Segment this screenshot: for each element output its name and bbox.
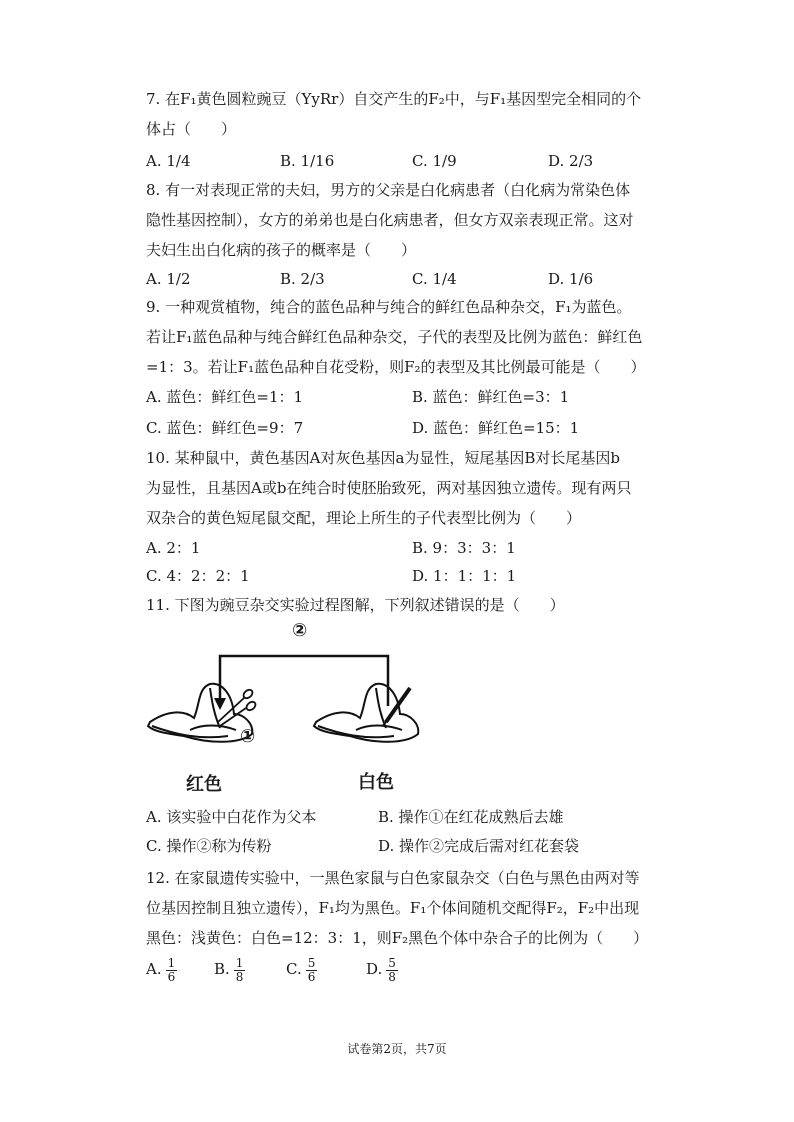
fraction: $\frac{5}{6}$ (307, 955, 316, 984)
q9-option-a: A. 蓝色：鲜红色=1：1 (146, 388, 304, 406)
q7-line2: 体占（ ） (146, 120, 237, 138)
q11-option-d: D. 操作②完成后需对红花套袋 (378, 837, 580, 855)
q10-line1: 10. 某种鼠中，黄色基因A对灰色基因a为显性，短尾基因B对长尾基因b (146, 449, 621, 467)
q8-line3: 夫妇生出白化病的孩子的概率是（ ） (146, 241, 417, 259)
q7-option-c: C. 1/9 (412, 152, 457, 170)
q12-line2: 位基因控制且独立遗传），F₁均为黑色。F₁个体间随机交配得F₂，F₂中出现 (146, 899, 640, 917)
q9-option-c: C. 蓝色：鲜红色=9：7 (146, 419, 304, 437)
fraction: $\frac{1}{8}$ (235, 955, 244, 984)
pea-cross-diagram (140, 618, 440, 800)
q8-line2: 隐性基因控制），女方的弟弟也是白化病患者，但女方双亲表现正常。这对 (146, 211, 634, 229)
q12-option-b: B. $\frac{1}{8}$ (214, 955, 244, 984)
q10-option-d: D. 1：1：1：1 (412, 567, 517, 585)
red-flower-icon (148, 684, 252, 742)
white-label: 白色 (358, 772, 394, 793)
q9-line1: 9. 一种观赏植物，纯合的蓝色品种与纯合的鲜红色品种杂交，F₁为蓝色。 (146, 298, 632, 316)
q7-option-a: A. 1/4 (146, 152, 191, 170)
q11-line1: 11. 下图为豌豆杂交实验过程图解，下列叙述错误的是（ ） (146, 596, 565, 614)
q7-option-b: B. 1/16 (280, 152, 335, 170)
scissors-icon (218, 688, 257, 726)
q9-option-d: D. 蓝色：鲜红色=15：1 (412, 419, 580, 437)
q12-line1: 12. 在家鼠遗传实验中，一黑色家鼠与白色家鼠杂交（白色与黑色由两对等 (146, 869, 640, 887)
fraction: $\frac{5}{8}$ (388, 955, 396, 984)
q7-option-d: D. 2/3 (548, 152, 594, 170)
white-flower-icon (314, 684, 418, 742)
arrow-head-icon (214, 698, 226, 710)
q8-option-a: A. 1/2 (146, 270, 191, 288)
page-footer: 试卷第2页，共7页 (347, 1042, 447, 1056)
step-2-label: ② (292, 620, 308, 641)
q10-option-c: C. 4：2：2：1 (146, 567, 250, 585)
q10-line3: 双杂合的黄色短尾鼠交配，理论上所生的子代表型比例为（ ） (146, 509, 582, 527)
q8-line1: 8. 有一对表现正常的夫妇，男方的父亲是白化病患者（白化病为常染色体 (146, 181, 631, 199)
q11-option-c: C. 操作②称为传粉 (146, 837, 272, 855)
q8-option-d: D. 1/6 (548, 270, 594, 288)
q8-option-c: C. 1/4 (412, 270, 457, 288)
q8-option-b: B. 2/3 (280, 270, 325, 288)
q10-option-b: B. 9：3：3：1 (412, 539, 516, 557)
q9-option-b: B. 蓝色：鲜红色=3：1 (412, 388, 570, 406)
q11-option-b: B. 操作①在红花成熟后去雄 (378, 808, 564, 826)
q12-option-d: D. $\frac{5}{8}$ (366, 955, 396, 984)
q12-line3: 黑色：浅黄色：白色=12：3：1，则F₂黑色个体中杂合子的比例为（ ） (146, 929, 649, 947)
q9-line2: 若让F₁蓝色品种与纯合鲜红色品种杂交，子代的表型及比例为蓝色：鲜红色 (146, 328, 643, 346)
fraction: $\frac{1}{6}$ (167, 955, 176, 984)
red-label: 红色 (186, 774, 222, 795)
q9-line3: =1：3。若让F₁蓝色品种自花受粉，则F₂的表型及其比例最可能是（ ） (146, 358, 646, 376)
q11-option-a: A. 该实验中白花作为父本 (146, 808, 317, 826)
q10-line2: 为显性，且基因A或b在纯合时使胚胎致死，两对基因独立遗传。现有两只 (146, 479, 632, 497)
q7-line1: 7. 在F₁黄色圆粒豌豆（YyRr）自交产生的F₂中，与F₁基因型完全相同的个 (146, 90, 642, 108)
q10-option-a: A. 2：1 (146, 539, 201, 557)
step-1-label: ① (240, 726, 256, 747)
q12-option-a: A. $\frac{1}{6}$ (146, 955, 176, 984)
q12-option-c: C. $\frac{5}{6}$ (286, 955, 316, 984)
pea-cross-drawing (140, 618, 440, 800)
